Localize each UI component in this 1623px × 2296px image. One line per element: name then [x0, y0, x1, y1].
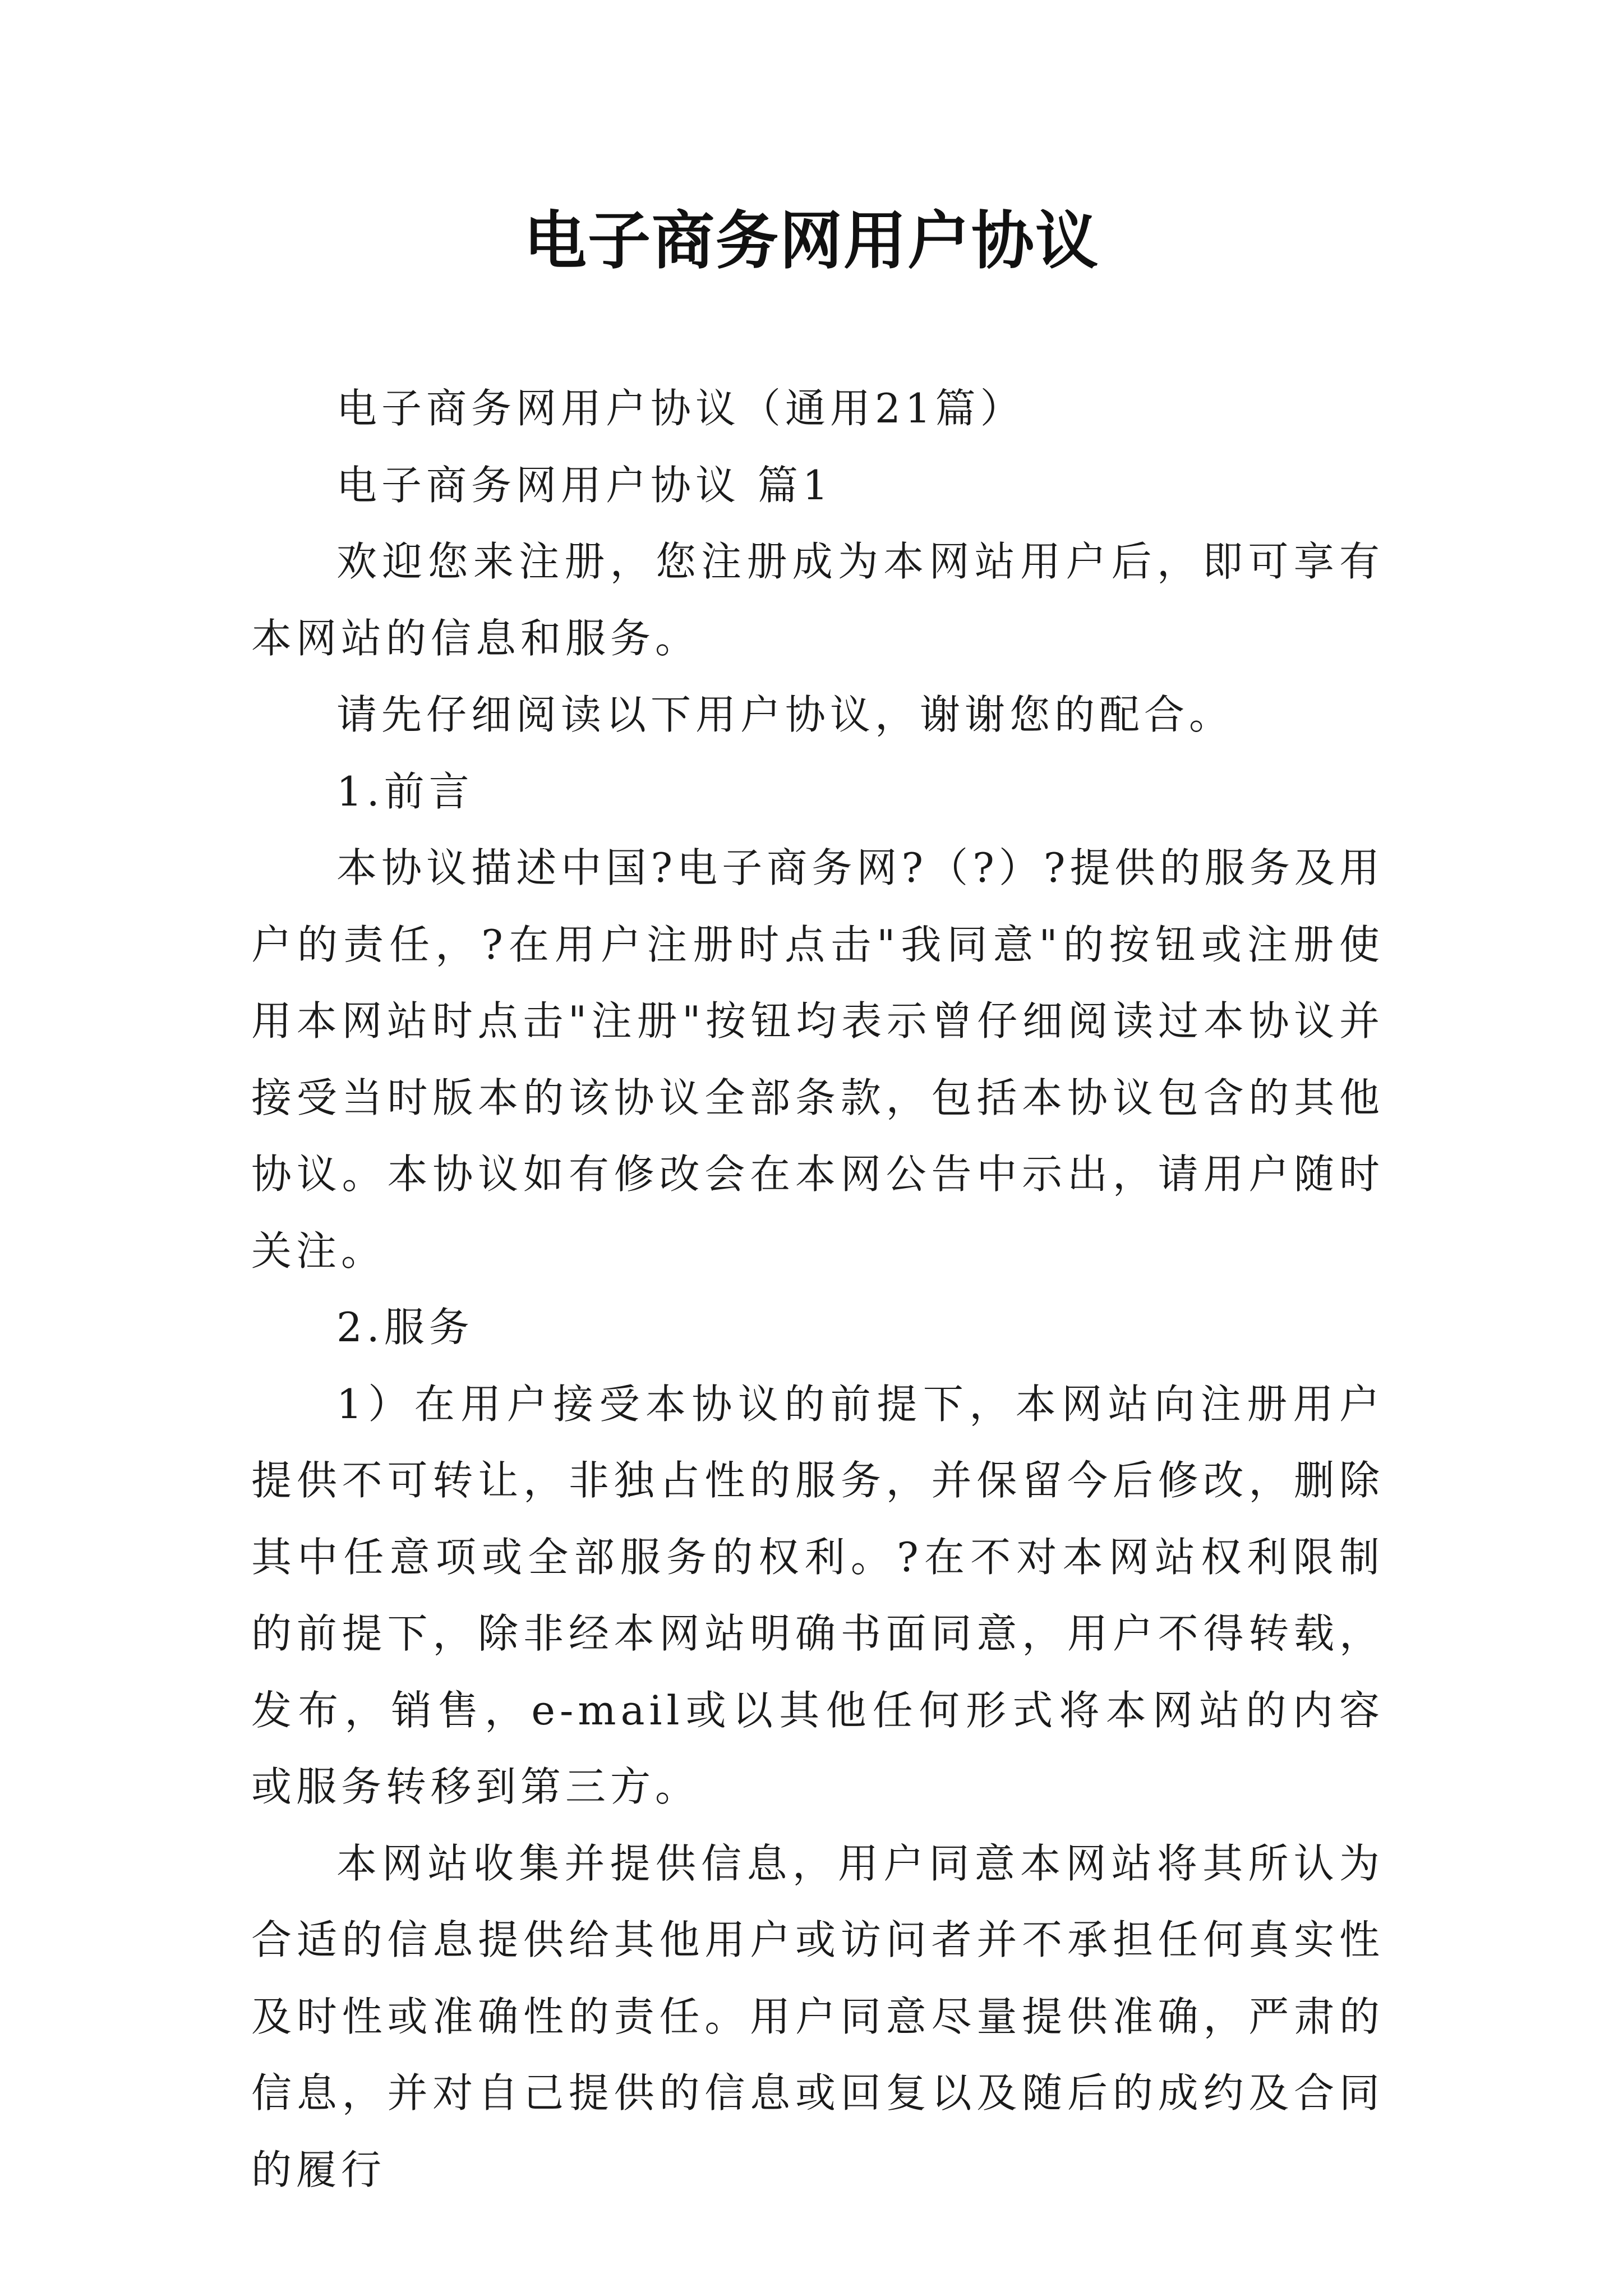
- section-heading: 1.前言: [336, 767, 474, 815]
- paragraph: 电子商务网用户协议 篇1: [336, 461, 833, 509]
- paragraph: 1）在用户接受本协议的前提下，本网站向注册用户提供不可转让，非独占性的服务，并保留今后修改，删除其中任意项或全部服务的权利。?在不对本网站权利限制的前提下，除非经本网站明确书面同意，用户不得转载，发布，销售，e-mail或以其他任何形式将本网站的内容或服务转移到第三方。: [251, 1380, 1384, 1810]
- paragraph: 本网站收集并提供信息，用户同意本网站将其所认为合适的信息提供给其他用户或访问者并不承担任何真实性及时性或准确性的责任。用户同意尽量提供准确，严肃的信息，并对自己提供的信息或回复以及随后的成约及合同的履行: [251, 1839, 1384, 2193]
- section-heading: 2.服务: [336, 1304, 474, 1351]
- paragraph: 本协议描述中国?电子商务网?（?）?提供的服务及用户的责任，?在用户注册时点击"我同意"的按钮或注册使用本网站时点击"注册"按钮均表示曾仔细阅读过本协议并接受当时版本的该协议全部条款，包括本协议包含的其他协议。本协议如有修改会在本网公告中示出，请用户随时关注。: [251, 844, 1384, 1274]
- document-title: 电子商务网用户协议: [524, 204, 1099, 278]
- paragraph: 欢迎您来注册，您注册成为本网站用户后，即可享有本网站的信息和服务。: [251, 538, 1384, 662]
- document-body: [251, 370, 1384, 2208]
- paragraph: 请先仔细阅读以下用户协议，谢谢您的配合。: [336, 691, 1234, 738]
- paragraph: 电子商务网用户协议（通用21篇）: [336, 385, 1025, 432]
